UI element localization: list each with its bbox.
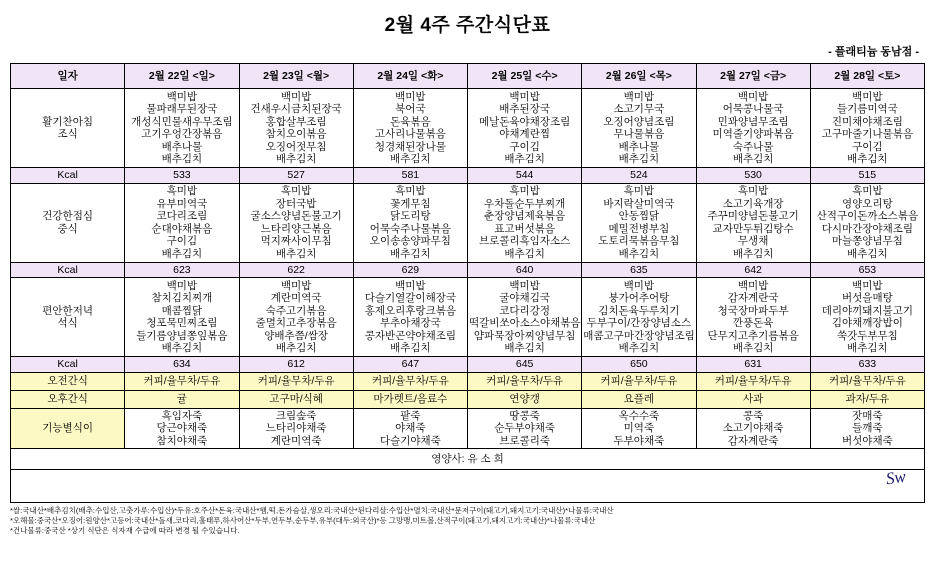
functional-cell-sat: 잣매죽 들깨죽 버섯야채죽 [810,408,924,449]
dinner-cell-tue: 백미밥 다슬기열갈이해장국 홍제오리후랑크볶음 부추아채장국 콩자반곤약야채조림 배추김치 [353,278,467,357]
morning-snack-fri: 커피/율무차/두유 [696,372,810,390]
row-label-breakfast-kcal: Kcal [11,168,125,184]
afternoon-snack-sun: 귤 [125,390,239,408]
dinner-kcal-fri: 631 [696,357,810,373]
afternoon-snack-row [11,390,925,408]
column-header-mon: 2월 23일 <월> [239,64,353,89]
afternoon-snack-tue: 마가렛트/음료수 [353,390,467,408]
breakfast-cell-sun: 백미밥 물파래무된장국 개성식민물새우무조림 고기우엉간장볶음 배추나물 배추김치 [125,89,239,168]
lunch-cell-mon: 흑미밥 장터국밥 굴소스양념돈불고기 느타리양근볶음 먹지짜사이무침 배추김치 [239,183,353,262]
morning-snack-tue: 커피/율무차/두유 [353,372,467,390]
breakfast-kcal-row [11,168,925,184]
functional-cell-thu: 옥수수죽 미역죽 두부야채죽 [582,408,696,449]
functional-cell-mon: 크림솦죽 느타리야채죽 계란미역죽 [239,408,353,449]
branch-label: - 플래티늄 동남점 - [828,46,919,58]
footnote-line-3: *건나물류:중국산 *상기 식단은 식자재 수급에 따라 변경 될 수있습니다. [10,526,240,535]
lunch-cell-fri: 흑미밥 소고기육개장 주꾸미양념돈불고기 교자만두튀김탕수 무생채 배추김치 [696,183,810,262]
footnotes [10,506,925,536]
column-header-sat: 2월 28일 <토> [810,64,924,89]
breakfast-kcal-thu: 524 [582,168,696,184]
lunch-cell-thu: 흑미밥 바지락살미역국 안동찜닭 메밀전병부침 도토리묵볶음무침 배추김치 [582,183,696,262]
lunch-cell-sun: 흑미밥 유부미역국 코다리조림 순대야채볶음 구이김 배추김치 [125,183,239,262]
functional-cell-wed: 땅콩죽 순두부야채죽 브로콜리죽 [468,408,582,449]
morning-snack-thu: 커피/율무차/두유 [582,372,696,390]
breakfast-kcal-wed: 544 [468,168,582,184]
lunch-kcal-thu: 635 [582,262,696,278]
breakfast-kcal-fri: 530 [696,168,810,184]
dinner-cell-wed: 백미밥 굴야채김국 코다리강정 떡갈비쏘아소스야채볶음 얌파묵장아찌양념무침 배추김치 [468,278,582,357]
row-label-dinner [11,278,125,357]
row-label-breakfast [11,89,125,168]
breakfast-cell-mon: 백미밥 건새우시금치된장국 홍합살부조림 참치오이볶음 오징어젓무침 배추김치 [239,89,353,168]
afternoon-snack-wed: 연양갱 [468,390,582,408]
row-label-functional: 기능별식이 [11,408,125,449]
morning-snack-sun: 커피/율무차/두유 [125,372,239,390]
breakfast-cell-tue: 백미밥 북어국 돈육볶음 고사리나물볶음 청경채된장나물 배추김치 [353,89,467,168]
breakfast-cell-wed: 백미밥 배추된장국 메날돈육야채장조림 야채계란찜 구이김 배추김치 [468,89,582,168]
lunch-cell-wed: 흑미밥 우차돌순두부찌개 춘장양념제육볶음 표고버섯볶음 브로콜리흑임자소스 배추김치 [468,183,582,262]
column-header-date: 일자 [11,64,125,89]
lunch-cell-sat: 흑미밥 영양오리탕 산적구이돈까소스볶음 다시마간장야채조림 마늘쫑양념무침 배추김치 [810,183,924,262]
row-label-dinner-line2: 석식 [57,317,78,329]
lunch-kcal-wed: 640 [468,262,582,278]
dinner-kcal-mon: 612 [239,357,353,373]
breakfast-row [11,89,925,168]
afternoon-snack-thu: 요플레 [582,390,696,408]
breakfast-cell-sat: 백미밥 들기름미역국 진미채야채조림 고구마줄기나물볶음 구이김 배추김치 [810,89,924,168]
afternoon-snack-mon: 고구마/식혜 [239,390,353,408]
lunch-kcal-sun: 623 [125,262,239,278]
breakfast-kcal-tue: 581 [353,168,467,184]
dinner-cell-thu: 백미밥 붕가어추어탕 김치돈육두루치기 두부구이/간장양념소스 매콤고구마간장양념조림 배추김치 [582,278,696,357]
dinner-kcal-row [11,357,925,373]
signature-mark: Sw [884,466,908,489]
breakfast-kcal-sat: 515 [810,168,924,184]
column-header-wed: 2월 25일 <수> [468,64,582,89]
dinner-kcal-tue: 647 [353,357,467,373]
breakfast-cell-fri: 백미밥 어묵콩나물국 민꽈양념무조림 미역줄기양파볶음 숙주나물 배추김치 [696,89,810,168]
afternoon-snack-sat: 과자/두유 [810,390,924,408]
lunch-cell-tue: 흑미밥 꽃게무침 닭도리탕 어묵숙주나물볶음 오이송송양파무침 배추김치 [353,183,467,262]
table-header-row [11,64,925,89]
dinner-row [11,278,925,357]
dinner-kcal-thu: 650 [582,357,696,373]
dinner-cell-mon: 백미밥 계란미역국 숙주고기볶음 줄멸치고추장볶음 양배추쯤/쌈장 배추김치 [239,278,353,357]
page-title: 2월 4주 주간식단표 [384,15,551,36]
functional-cell-tue: 팥죽 야채죽 다슬기야채죽 [353,408,467,449]
dinner-cell-sat: 백미밥 버섯을매탕 데리야끼돼지불고기 김야채깨장밥이 쑥갓두부무침 배추김치 [810,278,924,357]
functional-cell-fri: 콩죽 소고기야채죽 감자계란죽 [696,408,810,449]
column-header-sun: 2월 22일 <일> [125,64,239,89]
dinner-cell-fri: 백미밥 감자계란국 청국장마파두부 깐풍돈육 단무지고추기름볶음 배추김치 [696,278,810,357]
lunch-kcal-sat: 653 [810,262,924,278]
nutritionist-row [11,449,925,470]
lunch-kcal-mon: 622 [239,262,353,278]
morning-snack-sat: 커피/율무차/두유 [810,372,924,390]
morning-snack-row [11,372,925,390]
row-label-breakfast-line2: 조식 [57,128,78,140]
row-label-lunch-line2: 중식 [57,222,78,235]
row-label-lunch-line1: 건강한점심 [42,210,93,222]
row-label-dinner-kcal: Kcal [11,357,125,373]
dinner-cell-sun: 백미밥 참치김치찌개 매콤찜닭 청포묵민찌조림 들기름양념쫑잎볶음 배추김치 [125,278,239,357]
signature-row [11,470,925,503]
row-label-morning-snack: 오전간식 [11,372,125,390]
dinner-kcal-sun: 634 [125,357,239,373]
breakfast-kcal-mon: 527 [239,168,353,184]
lunch-kcal-tue: 629 [353,262,467,278]
afternoon-snack-fri: 사과 [696,390,810,408]
footnote-line-2: *오해물:중국산*오징어:원양산*고등어:국내산*돌새,코다리,훌태푸,하사어산*두부,연두부,순두부,유부(대두:외국산)*등 그망맹,미트볼,산적구이(돼고기,돼지고기:국내산)*나물류:국내산 [10,516,596,525]
lunch-row [11,183,925,262]
breakfast-kcal-sun: 533 [125,168,239,184]
functional-cell-sun: 흑임자죽 당근야채죽 참치야채죽 [125,408,239,449]
column-header-thu: 2월 26일 <목> [582,64,696,89]
lunch-kcal-row [11,262,925,278]
row-label-lunch-kcal: Kcal [11,262,125,278]
column-header-fri: 2월 27일 <금> [696,64,810,89]
dinner-kcal-sat: 633 [810,357,924,373]
lunch-kcal-fri: 642 [696,262,810,278]
functional-diet-row [11,408,925,449]
column-header-tue: 2월 24일 <화> [353,64,467,89]
dinner-kcal-wed: 645 [468,357,582,373]
row-label-lunch [11,183,125,262]
row-label-breakfast-line1: 활기찬아침 [42,115,93,128]
signature-cell [11,466,925,503]
breakfast-cell-thu: 백미밥 소고기무국 오징어양념조림 무나물볶음 배추나물 배추김치 [582,89,696,168]
footnote-line-1: *쌀:국내산*배추김치(배추:수입산,고춧가루:수입산)*두유:호주산*돈육:국내산*햄,떡,돈가슴살,생오리:국내산*된다리살:수입산*멸치:국내산*문저구이(돼고기,돼지고기:국내산)*나물류:국내산 [10,506,614,515]
morning-snack-wed: 커피/율무차/두유 [468,372,582,390]
row-label-afternoon-snack: 오후간식 [11,390,125,408]
nutritionist-label: 영양사: 유 소 희 [11,449,925,470]
weekly-menu-table [10,63,925,503]
row-label-dinner-line1: 편안한저녁 [42,304,93,317]
morning-snack-mon: 커피/율무차/두유 [239,372,353,390]
